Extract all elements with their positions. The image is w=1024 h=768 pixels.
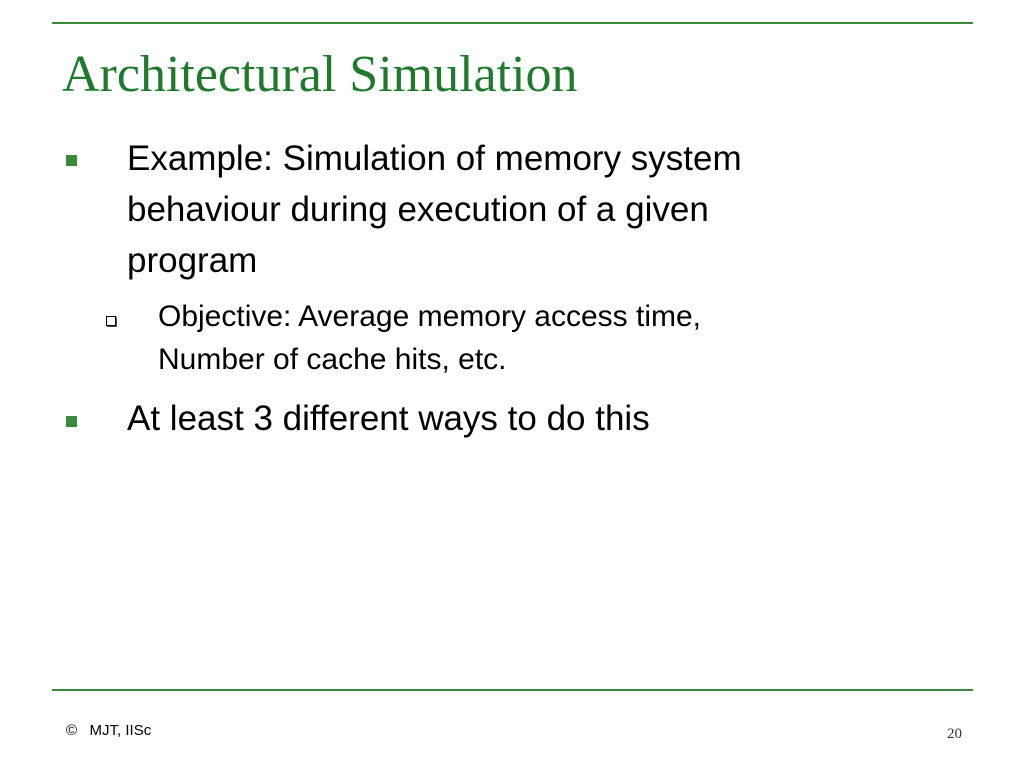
sub-bullet-text [158, 295, 701, 381]
bullet-line: behaviour during execution of a given [127, 190, 709, 229]
page-number: 20 [947, 726, 962, 742]
sub-bullet-line: Number of cache hits, etc. [158, 343, 507, 376]
filled-square-icon [66, 416, 77, 427]
bullet-line: program [127, 241, 258, 280]
sub-bullet-line: Objective: Average memory access time, [158, 300, 701, 333]
bullet-text [127, 133, 742, 286]
hollow-square-icon [106, 316, 116, 326]
bullet-text [127, 393, 650, 444]
bottom-divider [52, 689, 973, 691]
bullet-line: At least 3 different ways to do this [127, 399, 650, 438]
footer-copyright: © MJT, IISc [66, 722, 152, 739]
bullet-line: Example: Simulation of memory system [127, 139, 742, 178]
slide-title: Architectural Simulation [62, 46, 578, 103]
filled-square-icon [66, 155, 77, 166]
top-divider [52, 22, 973, 24]
